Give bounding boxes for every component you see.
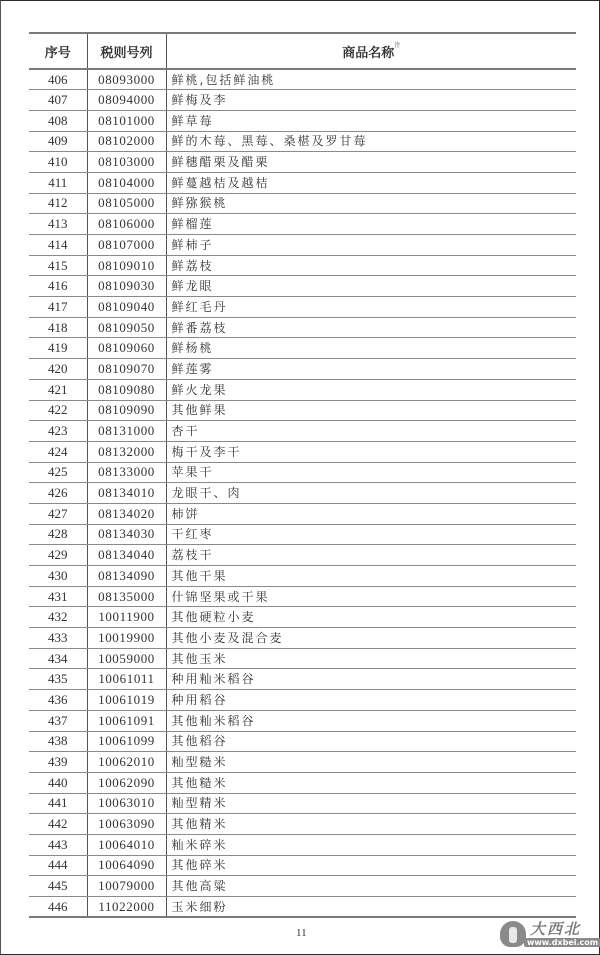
table-row [29, 441, 576, 462]
row-product-name: 其他玉米 [166, 648, 576, 669]
tariff-table [29, 32, 576, 918]
row-tariff-code: 10061099 [87, 731, 166, 752]
row-product-name: 种用籼米稻谷 [166, 669, 576, 690]
row-tariff-code: 10059000 [87, 648, 166, 669]
table-body [29, 69, 576, 917]
row-product-name: 其他干果 [166, 566, 576, 587]
row-index: 413 [29, 214, 87, 235]
table-row [29, 731, 576, 752]
row-index: 434 [29, 648, 87, 669]
row-product-name: 鲜柿子 [166, 235, 576, 256]
header-name [166, 33, 576, 69]
table-row [29, 421, 576, 442]
row-tariff-code: 08135000 [87, 586, 166, 607]
row-index: 406 [29, 69, 87, 90]
watermark-title: 大西北 [530, 920, 582, 938]
row-product-name: 鲜梅及李 [166, 90, 576, 111]
row-tariff-code: 08134030 [87, 524, 166, 545]
row-index: 432 [29, 607, 87, 628]
row-tariff-code: 08109030 [87, 276, 166, 297]
row-index: 415 [29, 255, 87, 276]
header-index: 序号 [29, 33, 87, 69]
header-name-label: 商品名称 [342, 45, 395, 61]
table-row [29, 255, 576, 276]
row-index: 419 [29, 338, 87, 359]
row-tariff-code: 08102000 [87, 131, 166, 152]
row-index: 428 [29, 524, 87, 545]
row-tariff-code: 10062090 [87, 772, 166, 793]
row-index: 440 [29, 772, 87, 793]
row-tariff-code: 08094000 [87, 90, 166, 111]
table-header-row [29, 33, 576, 69]
row-index: 435 [29, 669, 87, 690]
table-row [29, 400, 576, 421]
row-index: 445 [29, 876, 87, 897]
table-row [29, 897, 576, 918]
row-index: 436 [29, 690, 87, 711]
row-product-name: 梅干及李干 [166, 441, 576, 462]
row-tariff-code: 08134010 [87, 483, 166, 504]
table-row [29, 772, 576, 793]
row-tariff-code: 10011900 [87, 607, 166, 628]
row-product-name: 其他糙米 [166, 772, 576, 793]
row-index: 442 [29, 814, 87, 835]
row-index: 409 [29, 131, 87, 152]
row-product-name: 其他小麦及混合麦 [166, 628, 576, 649]
table-row [29, 462, 576, 483]
elephant-logo-icon [500, 921, 526, 947]
table-row [29, 607, 576, 628]
row-product-name: 鲜龙眼 [166, 276, 576, 297]
row-index: 430 [29, 566, 87, 587]
row-tariff-code: 08093000 [87, 69, 166, 90]
row-tariff-code: 10064090 [87, 855, 166, 876]
row-tariff-code: 08109010 [87, 255, 166, 276]
row-product-name: 柿饼 [166, 503, 576, 524]
table-row [29, 193, 576, 214]
row-index: 422 [29, 400, 87, 421]
table-row [29, 338, 576, 359]
row-tariff-code: 08104000 [87, 172, 166, 193]
row-index: 412 [29, 193, 87, 214]
row-product-name: 籼米碎米 [166, 834, 576, 855]
row-index: 421 [29, 379, 87, 400]
table-row [29, 110, 576, 131]
table-row [29, 710, 576, 731]
row-product-name: 干红枣 [166, 524, 576, 545]
table-row [29, 669, 576, 690]
row-index: 408 [29, 110, 87, 131]
watermark-logo [500, 918, 599, 952]
table-row [29, 131, 576, 152]
row-tariff-code: 08107000 [87, 235, 166, 256]
row-index: 438 [29, 731, 87, 752]
row-tariff-code: 10064010 [87, 834, 166, 855]
table-row [29, 359, 576, 380]
row-product-name: 其他稻谷 [166, 731, 576, 752]
table-row [29, 69, 576, 90]
table-row [29, 566, 576, 587]
row-tariff-code: 08109060 [87, 338, 166, 359]
row-index: 420 [29, 359, 87, 380]
row-tariff-code: 10061011 [87, 669, 166, 690]
row-index: 439 [29, 752, 87, 773]
row-product-name: 种用稻谷 [166, 690, 576, 711]
row-tariff-code: 08109090 [87, 400, 166, 421]
row-product-name: 籼型精米 [166, 793, 576, 814]
row-product-name: 玉米细粉 [166, 897, 576, 918]
row-product-name: 籼型糙米 [166, 752, 576, 773]
row-tariff-code: 10063090 [87, 814, 166, 835]
row-tariff-code: 08132000 [87, 441, 166, 462]
row-product-name: 鲜荔枝 [166, 255, 576, 276]
row-tariff-code: 10061019 [87, 690, 166, 711]
table-row [29, 317, 576, 338]
row-index: 414 [29, 235, 87, 256]
row-product-name: 其他精米 [166, 814, 576, 835]
row-product-name: 鲜猕猴桃 [166, 193, 576, 214]
row-tariff-code: 11022000 [87, 897, 166, 918]
row-product-name: 鲜桃,包括鲜油桃 [166, 69, 576, 90]
row-index: 431 [29, 586, 87, 607]
table-row [29, 628, 576, 649]
row-product-name: 鲜番荔枝 [166, 317, 576, 338]
row-index: 410 [29, 152, 87, 173]
row-index: 417 [29, 297, 87, 318]
row-index: 416 [29, 276, 87, 297]
row-index: 425 [29, 462, 87, 483]
table-row [29, 90, 576, 111]
table-row [29, 793, 576, 814]
row-tariff-code: 10019900 [87, 628, 166, 649]
table-row [29, 379, 576, 400]
row-product-name: 杏干 [166, 421, 576, 442]
row-tariff-code: 08105000 [87, 193, 166, 214]
row-index: 443 [29, 834, 87, 855]
row-product-name: 龙眼干、肉 [166, 483, 576, 504]
table-row [29, 276, 576, 297]
row-product-name: 鲜杨桃 [166, 338, 576, 359]
row-tariff-code: 08103000 [87, 152, 166, 173]
table-row [29, 172, 576, 193]
table-row [29, 214, 576, 235]
table-row [29, 648, 576, 669]
row-product-name: 鲜莲雾 [166, 359, 576, 380]
row-product-name: 什锦坚果或干果 [166, 586, 576, 607]
row-index: 427 [29, 503, 87, 524]
table-row [29, 834, 576, 855]
table-row [29, 503, 576, 524]
table-row [29, 752, 576, 773]
table-row [29, 297, 576, 318]
row-index: 446 [29, 897, 87, 918]
row-index: 444 [29, 855, 87, 876]
row-index: 433 [29, 628, 87, 649]
row-index: 423 [29, 421, 87, 442]
row-index: 418 [29, 317, 87, 338]
row-tariff-code: 10061091 [87, 710, 166, 731]
row-product-name: 鲜穗醋栗及醋栗 [166, 152, 576, 173]
row-tariff-code: 08134020 [87, 503, 166, 524]
table-row [29, 855, 576, 876]
table-row [29, 545, 576, 566]
row-product-name: 鲜的木莓、黑莓、桑椹及罗甘莓 [166, 131, 576, 152]
row-product-name: 鲜火龙果 [166, 379, 576, 400]
row-index: 411 [29, 172, 87, 193]
row-tariff-code: 08106000 [87, 214, 166, 235]
table-row [29, 876, 576, 897]
table-row [29, 586, 576, 607]
row-tariff-code: 10063010 [87, 793, 166, 814]
row-index: 424 [29, 441, 87, 462]
page-number: 11 [296, 927, 307, 939]
row-product-name: 其他籼米稻谷 [166, 710, 576, 731]
row-index: 426 [29, 483, 87, 504]
header-name-note: 注 [394, 41, 401, 49]
row-product-name: 鲜草莓 [166, 110, 576, 131]
row-tariff-code: 08101000 [87, 110, 166, 131]
watermark-url: www.dxbei.com [524, 938, 600, 947]
row-tariff-code: 08109080 [87, 379, 166, 400]
row-product-name: 鲜榴莲 [166, 214, 576, 235]
row-tariff-code: 08134040 [87, 545, 166, 566]
header-code: 税则号列 [87, 33, 166, 69]
table-row [29, 483, 576, 504]
row-tariff-code: 08109050 [87, 317, 166, 338]
table-row [29, 235, 576, 256]
row-tariff-code: 08134090 [87, 566, 166, 587]
row-index: 437 [29, 710, 87, 731]
table-row [29, 524, 576, 545]
row-product-name: 其他碎米 [166, 855, 576, 876]
row-product-name: 其他鲜果 [166, 400, 576, 421]
table-row [29, 690, 576, 711]
row-tariff-code: 10062010 [87, 752, 166, 773]
row-product-name: 其他硬粒小麦 [166, 607, 576, 628]
row-product-name: 其他高粱 [166, 876, 576, 897]
tariff-table-container [29, 32, 576, 918]
table-row [29, 152, 576, 173]
row-tariff-code: 08131000 [87, 421, 166, 442]
row-tariff-code: 08133000 [87, 462, 166, 483]
row-tariff-code: 10079000 [87, 876, 166, 897]
row-product-name: 苹果干 [166, 462, 576, 483]
row-product-name: 鲜红毛丹 [166, 297, 576, 318]
row-tariff-code: 08109070 [87, 359, 166, 380]
table-row [29, 814, 576, 835]
row-product-name: 荔枝干 [166, 545, 576, 566]
row-index: 441 [29, 793, 87, 814]
row-product-name: 鲜蔓越桔及越桔 [166, 172, 576, 193]
row-index: 429 [29, 545, 87, 566]
row-index: 407 [29, 90, 87, 111]
row-tariff-code: 08109040 [87, 297, 166, 318]
